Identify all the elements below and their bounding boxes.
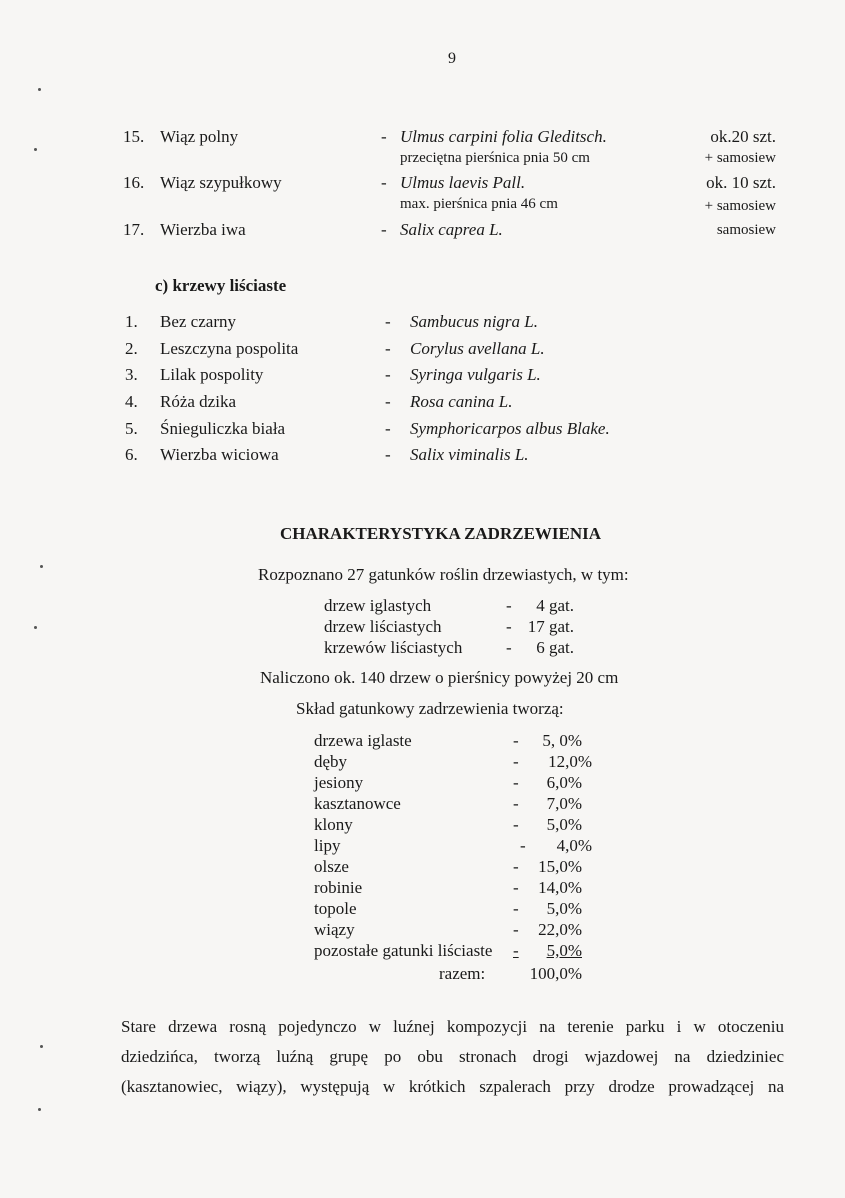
tree-name: Wiąz polny [160, 127, 239, 146]
tree-num: 17. [123, 220, 145, 239]
composition-label: lipy [314, 836, 341, 855]
shrub-num: 5. [125, 419, 138, 438]
composition-value: 5,0% [546, 899, 582, 918]
paragraph-line: Stare drzewa rosną pojedynczo w luźnej kompozycji na terenie parku i w otoczeniu [121, 1017, 784, 1036]
tree-count: ok.20 szt. [710, 127, 776, 146]
shrubs-heading: c) krzewy liściaste [155, 276, 287, 295]
composition-value: 15,0% [538, 857, 582, 876]
shrub-name: Śnieguliczka biała [160, 419, 286, 438]
dash: - [513, 815, 519, 834]
shrub-latin: Syringa vulgaris L. [410, 365, 541, 384]
composition-value: 12,0% [548, 752, 592, 771]
shrub-num: 4. [125, 392, 138, 411]
composition-label: topole [314, 899, 357, 918]
dash: - [385, 445, 391, 464]
composition-value: 14,0% [538, 878, 582, 897]
dash: - [513, 878, 519, 897]
section-title: CHARAKTERYSTYKA ZADRZEWIENIA [280, 524, 602, 543]
shrub-name: Róża dzika [160, 392, 236, 411]
shrub-latin: Sambucus nigra L. [410, 312, 538, 331]
dash: - [513, 899, 519, 918]
tree-count-extra: + samosiew [704, 150, 776, 166]
scan-speck [34, 626, 37, 629]
dash: - [513, 920, 519, 939]
total-value: 100,0% [529, 964, 582, 983]
paragraph-line: dziedzińca, tworzą luźną grupę po obu stronach drogi wjazdowej na dziedziniec [121, 1047, 784, 1066]
tree-note: max. pierśnica pnia 46 cm [400, 196, 558, 212]
scan-speck [38, 1108, 41, 1111]
dash: - [506, 596, 512, 615]
scan-speck [40, 1045, 43, 1048]
dash: - [381, 220, 387, 239]
tree-name: Wiąz szypułkowy [160, 173, 282, 192]
composition-value: 5,0% [546, 815, 582, 834]
recognized-text: Rozpoznano 27 gatunków roślin drzewiastych, w tym: [258, 565, 629, 584]
recognized-value: 17 gat. [527, 617, 574, 636]
composition-label: olsze [314, 857, 349, 876]
tree-count-extra: + samosiew [704, 198, 776, 214]
paragraph-line: (kasztanowiec, wiązy), występują w krótkich szpalerach przy drodze prowadzącej na [121, 1077, 784, 1096]
composition-value: 4,0% [556, 836, 592, 855]
shrub-name: Wierzba wiciowa [160, 445, 279, 464]
shrub-name: Lilak pospolity [160, 365, 264, 384]
dash: - [506, 638, 512, 657]
tree-latin: Salix caprea L. [400, 220, 503, 239]
tree-count: samosiew [716, 222, 776, 238]
composition-label: wiązy [314, 920, 355, 939]
composition-label: kasztanowce [314, 794, 401, 813]
tree-num: 16. [123, 173, 145, 192]
composition-value: 6,0% [546, 773, 582, 792]
dash: - [385, 419, 391, 438]
dash: - [513, 794, 519, 813]
tree-latin: Ulmus laevis Pall. [400, 173, 526, 192]
shrub-latin: Salix viminalis L. [410, 445, 529, 464]
tree-count: ok. 10 szt. [706, 173, 776, 192]
dash: - [513, 941, 519, 960]
total-label: razem: [439, 964, 486, 983]
dash: - [513, 773, 519, 792]
shrub-num: 1. [125, 312, 138, 331]
page-number: 9 [448, 50, 456, 67]
dash: - [385, 365, 391, 384]
recognized-label: krzewów liściastych [324, 638, 463, 657]
dash: - [506, 617, 512, 636]
shrub-num: 2. [125, 339, 138, 358]
composition-value: 5,0% [546, 941, 582, 960]
tree-name: Wierzba iwa [160, 220, 246, 239]
composition-label: dęby [314, 752, 348, 771]
shrub-latin: Symphoricarpos albus Blake. [410, 419, 610, 438]
dash: - [381, 173, 387, 192]
dash: - [381, 127, 387, 146]
composition-heading: Skład gatunkowy zadrzewienia tworzą: [296, 699, 564, 718]
scan-speck [40, 565, 43, 568]
composition-value: 5, 0% [542, 731, 582, 750]
dash: - [385, 312, 391, 331]
composition-label: drzewa iglaste [314, 731, 412, 750]
dash: - [385, 339, 391, 358]
composition-label: pozostałe gatunki liściaste [314, 941, 493, 960]
counted-text: Naliczono ok. 140 drzew o pierśnicy powyżej 20 cm [260, 668, 619, 687]
recognized-value: 6 gat. [536, 638, 574, 657]
composition-label: jesiony [314, 773, 364, 792]
recognized-label: drzew iglastych [324, 596, 432, 615]
scan-speck [34, 148, 37, 151]
shrub-name: Bez czarny [160, 312, 236, 331]
composition-label: robinie [314, 878, 363, 897]
composition-value: 7,0% [546, 794, 582, 813]
recognized-value: 4 gat. [536, 596, 574, 615]
dash: - [520, 836, 526, 855]
shrub-name: Leszczyna pospolita [160, 339, 299, 358]
recognized-label: drzew liściastych [324, 617, 442, 636]
tree-num: 15. [123, 127, 145, 146]
dash: - [513, 752, 519, 771]
dash: - [513, 731, 519, 750]
dash: - [513, 857, 519, 876]
composition-label: klony [314, 815, 353, 834]
composition-value: 22,0% [538, 920, 582, 939]
shrub-latin: Corylus avellana L. [410, 339, 545, 358]
dash: - [385, 392, 391, 411]
shrub-latin: Rosa canina L. [410, 392, 513, 411]
tree-note: przeciętna pierśnica pnia 50 cm [400, 150, 590, 166]
scan-speck [38, 88, 41, 91]
tree-latin: Ulmus carpini folia Gleditsch. [400, 127, 607, 146]
shrub-num: 3. [125, 365, 138, 384]
body-paragraph [121, 1012, 784, 1102]
shrub-num: 6. [125, 445, 138, 464]
